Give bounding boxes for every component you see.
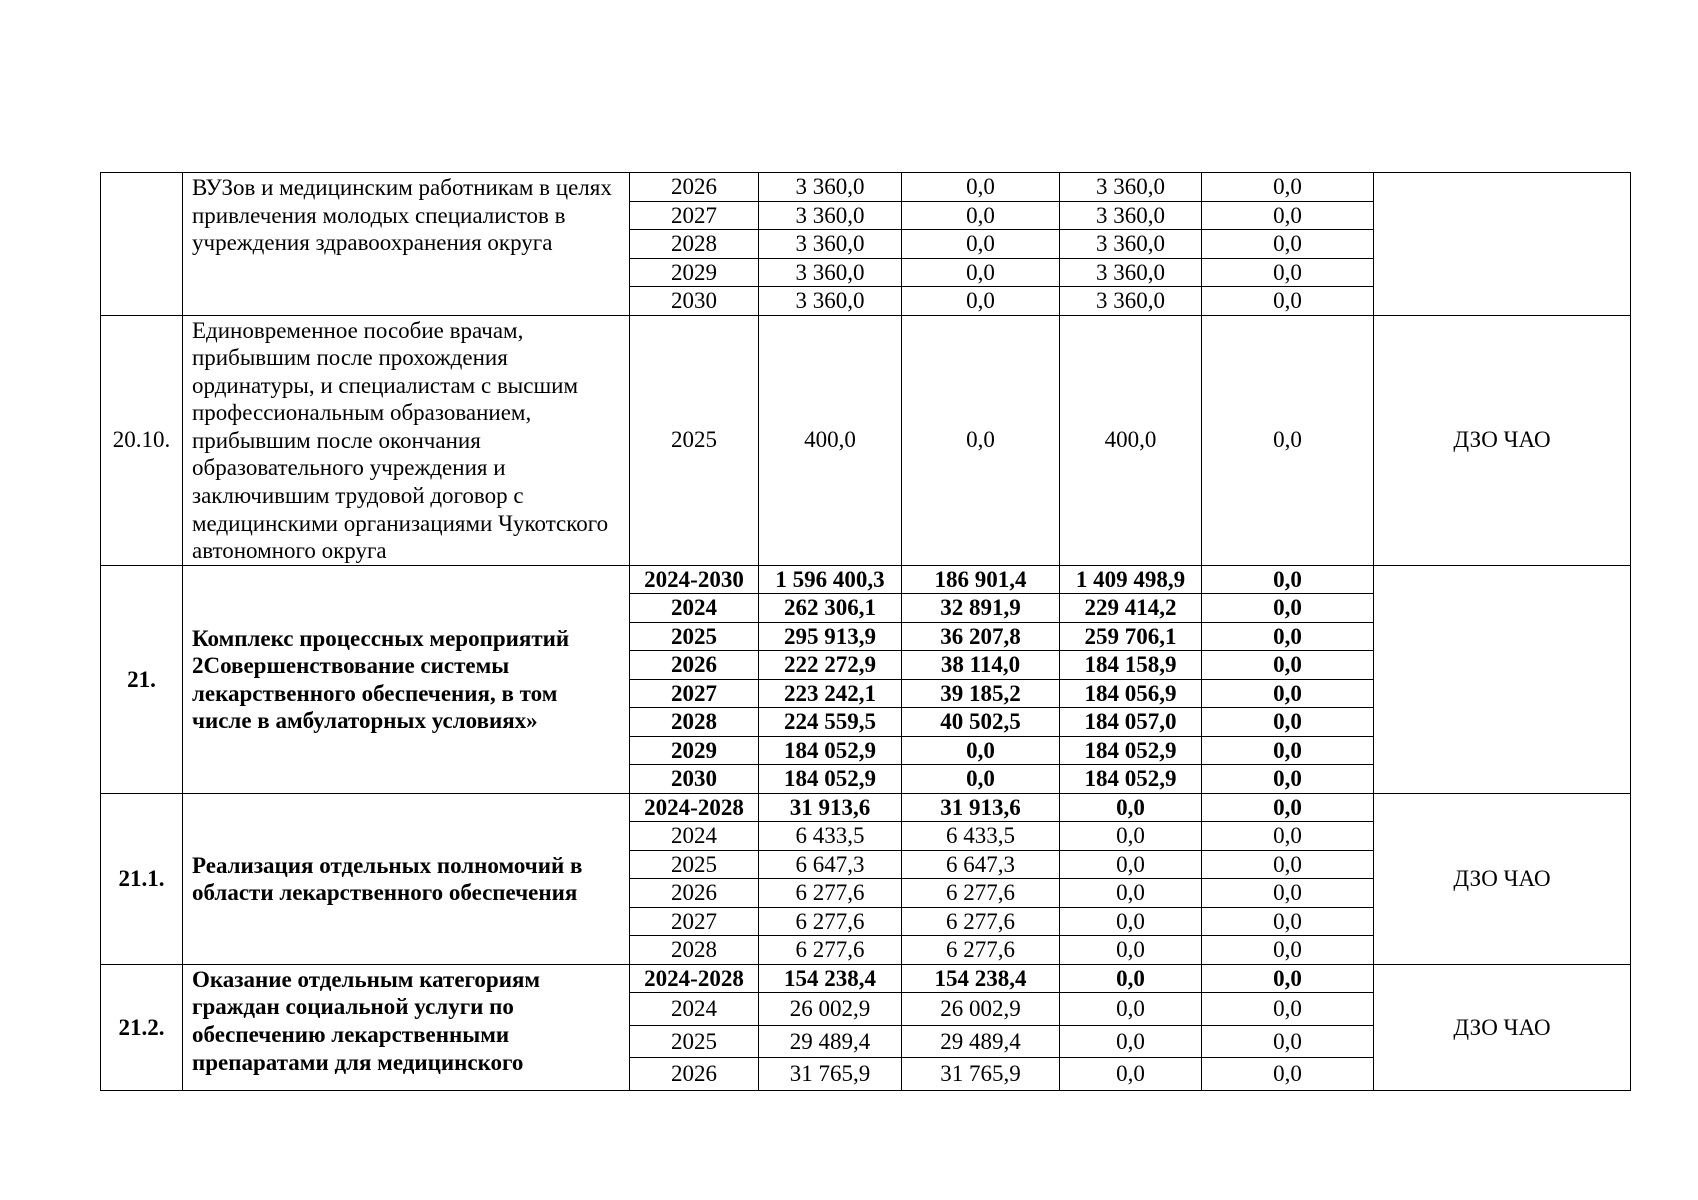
federal-budget-cell: 31 765,9	[902, 1058, 1060, 1091]
other-sources-cell: 0,0	[1202, 964, 1374, 993]
regional-budget-cell: 0,0	[1060, 907, 1202, 936]
regional-budget-cell: 0,0	[1060, 850, 1202, 879]
regional-budget-cell: 184 052,9	[1060, 736, 1202, 765]
period-cell: 2025	[630, 1025, 759, 1058]
regional-budget-cell: 0,0	[1060, 793, 1202, 822]
regional-budget-cell: 184 052,9	[1060, 765, 1202, 794]
other-sources-cell: 0,0	[1202, 879, 1374, 908]
total-cell: 6 277,6	[759, 907, 902, 936]
period-cell: 2027	[630, 907, 759, 936]
federal-budget-cell: 0,0	[902, 736, 1060, 765]
regional-budget-cell: 184 158,9	[1060, 651, 1202, 680]
other-sources-cell: 0,0	[1202, 594, 1374, 623]
federal-budget-cell: 39 185,2	[902, 679, 1060, 708]
regional-budget-cell: 3 360,0	[1060, 201, 1202, 230]
federal-budget-cell: 6 647,3	[902, 850, 1060, 879]
federal-budget-cell: 31 913,6	[902, 793, 1060, 822]
period-cell: 2024-2028	[630, 964, 759, 993]
other-sources-cell: 0,0	[1202, 679, 1374, 708]
total-cell: 3 360,0	[759, 287, 902, 316]
item-description: Реализация отдельных полномочий в области лекарственного обеспечения	[183, 793, 630, 964]
federal-budget-cell: 29 489,4	[902, 1025, 1060, 1058]
total-cell: 1 596 400,3	[759, 565, 902, 594]
federal-budget-cell: 32 891,9	[902, 594, 1060, 623]
executor-cell: ДЗО ЧАО	[1374, 315, 1631, 565]
total-cell: 223 242,1	[759, 679, 902, 708]
other-sources-cell: 0,0	[1202, 850, 1374, 879]
period-cell: 2028	[630, 230, 759, 259]
executor-cell	[1374, 173, 1631, 316]
table-row	[101, 173, 1631, 202]
federal-budget-cell: 26 002,9	[902, 993, 1060, 1026]
federal-budget-cell: 0,0	[902, 201, 1060, 230]
period-cell: 2026	[630, 879, 759, 908]
regional-budget-cell: 0,0	[1060, 936, 1202, 965]
federal-budget-cell: 0,0	[902, 230, 1060, 259]
other-sources-cell: 0,0	[1202, 708, 1374, 737]
other-sources-cell: 0,0	[1202, 230, 1374, 259]
total-cell: 262 306,1	[759, 594, 902, 623]
other-sources-cell: 0,0	[1202, 1058, 1374, 1091]
item-number: 21.2.	[101, 964, 183, 1090]
other-sources-cell: 0,0	[1202, 993, 1374, 1026]
item-description: ВУЗов и медицинским работникам в целях привлечения молодых специалистов в учреждения здравоохранения округа	[183, 173, 630, 316]
budget-table	[100, 172, 1631, 1091]
other-sources-cell: 0,0	[1202, 907, 1374, 936]
period-cell: 2027	[630, 201, 759, 230]
federal-budget-cell: 154 238,4	[902, 964, 1060, 993]
federal-budget-cell: 0,0	[902, 315, 1060, 565]
regional-budget-cell: 0,0	[1060, 993, 1202, 1026]
federal-budget-cell: 0,0	[902, 258, 1060, 287]
period-cell: 2030	[630, 287, 759, 316]
other-sources-cell: 0,0	[1202, 565, 1374, 594]
other-sources-cell: 0,0	[1202, 765, 1374, 794]
federal-budget-cell: 36 207,8	[902, 622, 1060, 651]
other-sources-cell: 0,0	[1202, 936, 1374, 965]
federal-budget-cell: 0,0	[902, 765, 1060, 794]
federal-budget-cell: 6 433,5	[902, 822, 1060, 851]
other-sources-cell: 0,0	[1202, 822, 1374, 851]
regional-budget-cell: 259 706,1	[1060, 622, 1202, 651]
total-cell: 3 360,0	[759, 173, 902, 202]
item-number	[101, 173, 183, 316]
total-cell: 154 238,4	[759, 964, 902, 993]
other-sources-cell: 0,0	[1202, 622, 1374, 651]
period-cell: 2024-2028	[630, 793, 759, 822]
table-row	[101, 315, 1631, 565]
item-number: 21.	[101, 565, 183, 793]
regional-budget-cell: 3 360,0	[1060, 173, 1202, 202]
federal-budget-cell: 6 277,6	[902, 936, 1060, 965]
regional-budget-cell: 1 409 498,9	[1060, 565, 1202, 594]
total-cell: 31 913,6	[759, 793, 902, 822]
other-sources-cell: 0,0	[1202, 201, 1374, 230]
period-cell: 2024	[630, 993, 759, 1026]
period-cell: 2024	[630, 822, 759, 851]
other-sources-cell: 0,0	[1202, 173, 1374, 202]
period-cell: 2027	[630, 679, 759, 708]
regional-budget-cell: 3 360,0	[1060, 287, 1202, 316]
total-cell: 224 559,5	[759, 708, 902, 737]
regional-budget-cell: 0,0	[1060, 879, 1202, 908]
regional-budget-cell: 0,0	[1060, 1025, 1202, 1058]
regional-budget-cell: 184 056,9	[1060, 679, 1202, 708]
other-sources-cell: 0,0	[1202, 315, 1374, 565]
total-cell: 6 277,6	[759, 879, 902, 908]
federal-budget-cell: 6 277,6	[902, 907, 1060, 936]
table-row	[101, 793, 1631, 822]
table-row	[101, 565, 1631, 594]
period-cell: 2024	[630, 594, 759, 623]
executor-cell: ДЗО ЧАО	[1374, 793, 1631, 964]
total-cell: 222 272,9	[759, 651, 902, 680]
regional-budget-cell: 0,0	[1060, 1058, 1202, 1091]
total-cell: 6 277,6	[759, 936, 902, 965]
total-cell: 6 647,3	[759, 850, 902, 879]
total-cell: 295 913,9	[759, 622, 902, 651]
period-cell: 2025	[630, 315, 759, 565]
other-sources-cell: 0,0	[1202, 1025, 1374, 1058]
federal-budget-cell: 40 502,5	[902, 708, 1060, 737]
regional-budget-cell: 229 414,2	[1060, 594, 1202, 623]
period-cell: 2029	[630, 736, 759, 765]
item-description: Оказание отдельным категориям граждан социальной услуги по обеспечению лекарственными препаратами для медицинского	[183, 964, 630, 1090]
total-cell: 26 002,9	[759, 993, 902, 1026]
other-sources-cell: 0,0	[1202, 793, 1374, 822]
federal-budget-cell: 38 114,0	[902, 651, 1060, 680]
total-cell: 3 360,0	[759, 258, 902, 287]
total-cell: 3 360,0	[759, 230, 902, 259]
total-cell: 184 052,9	[759, 765, 902, 794]
total-cell: 400,0	[759, 315, 902, 565]
executor-cell: ДЗО ЧАО	[1374, 964, 1631, 1090]
period-cell: 2030	[630, 765, 759, 794]
executor-cell	[1374, 565, 1631, 793]
regional-budget-cell: 184 057,0	[1060, 708, 1202, 737]
other-sources-cell: 0,0	[1202, 287, 1374, 316]
regional-budget-cell: 400,0	[1060, 315, 1202, 565]
total-cell: 29 489,4	[759, 1025, 902, 1058]
federal-budget-cell: 0,0	[902, 287, 1060, 316]
period-cell: 2026	[630, 651, 759, 680]
item-number: 20.10.	[101, 315, 183, 565]
period-cell: 2029	[630, 258, 759, 287]
regional-budget-cell: 3 360,0	[1060, 258, 1202, 287]
federal-budget-cell: 186 901,4	[902, 565, 1060, 594]
other-sources-cell: 0,0	[1202, 651, 1374, 680]
period-cell: 2028	[630, 936, 759, 965]
federal-budget-cell: 6 277,6	[902, 879, 1060, 908]
total-cell: 6 433,5	[759, 822, 902, 851]
regional-budget-cell: 0,0	[1060, 822, 1202, 851]
federal-budget-cell: 0,0	[902, 173, 1060, 202]
period-cell: 2026	[630, 1058, 759, 1091]
table-row	[101, 964, 1631, 993]
other-sources-cell: 0,0	[1202, 736, 1374, 765]
period-cell: 2024-2030	[630, 565, 759, 594]
item-description: Комплекс процессных мероприятий 2Совершенствование системы лекарственного обеспечения, в том числе в амбулаторных условиях»	[183, 565, 630, 793]
total-cell: 3 360,0	[759, 201, 902, 230]
period-cell: 2025	[630, 850, 759, 879]
table-body	[101, 173, 1631, 1091]
item-number: 21.1.	[101, 793, 183, 964]
period-cell: 2026	[630, 173, 759, 202]
other-sources-cell: 0,0	[1202, 258, 1374, 287]
total-cell: 31 765,9	[759, 1058, 902, 1091]
total-cell: 184 052,9	[759, 736, 902, 765]
period-cell: 2028	[630, 708, 759, 737]
regional-budget-cell: 3 360,0	[1060, 230, 1202, 259]
item-description: Единовременное пособие врачам, прибывшим после прохождения ординатуры, и специалистам с высшим профессиональным образованием, прибывшим после окончания образовательного учреждения и заключившим трудовой договор с медицинскими организациями Чукотского автономного округа	[183, 315, 630, 565]
regional-budget-cell: 0,0	[1060, 964, 1202, 993]
period-cell: 2025	[630, 622, 759, 651]
